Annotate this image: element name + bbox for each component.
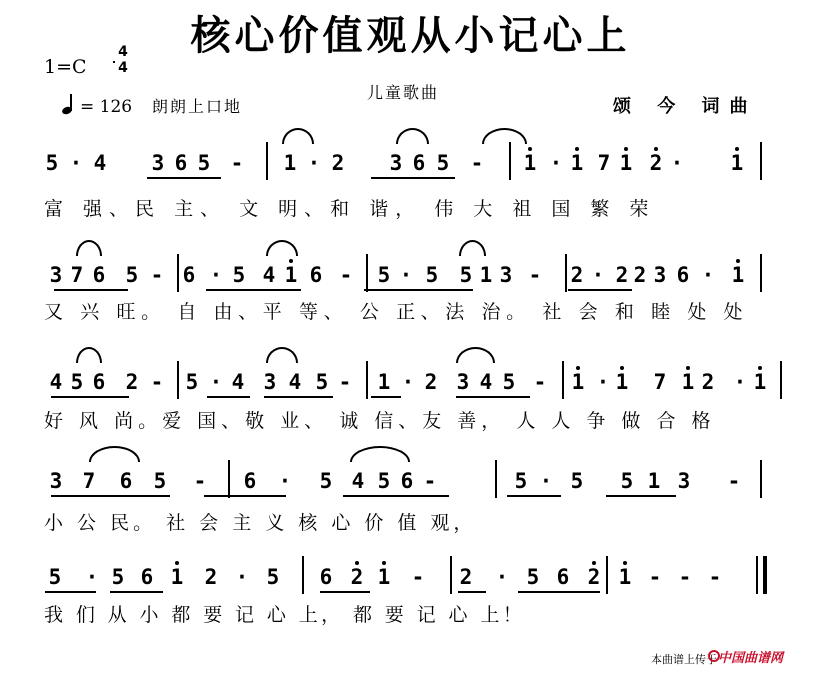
note: 5 xyxy=(570,469,584,493)
note: 3 xyxy=(49,469,63,493)
barline xyxy=(760,460,762,498)
note: 1 xyxy=(566,150,588,176)
eighth-underline xyxy=(147,177,221,179)
barline xyxy=(495,460,497,498)
note: 5 xyxy=(377,469,391,493)
note: 5 xyxy=(526,565,540,589)
eighth-underline xyxy=(343,495,449,497)
sustain-dash: - xyxy=(528,263,542,287)
barline xyxy=(177,361,179,399)
slur xyxy=(76,240,102,256)
note: 4 xyxy=(231,370,245,394)
note: 5 xyxy=(70,370,84,394)
lyrics-line: 小 公 民。 社 会 主 义 核 心 价 值 观， xyxy=(44,512,477,534)
note: 5 xyxy=(48,565,62,589)
sustain-dash: - xyxy=(338,370,352,394)
note: 6 xyxy=(92,263,106,287)
eighth-underline xyxy=(204,495,286,497)
note: 6 xyxy=(319,565,333,589)
sustain-dash: - xyxy=(339,263,353,287)
note: 5 xyxy=(45,151,59,175)
eighth-underline xyxy=(320,591,370,593)
tempo-marking xyxy=(62,94,132,117)
note: 5 xyxy=(232,263,246,287)
eighth-underline xyxy=(264,396,333,398)
key-signature: 1=C xyxy=(44,56,87,78)
barline xyxy=(760,254,762,292)
eighth-underline xyxy=(207,396,250,398)
barline xyxy=(366,254,368,292)
note: 1 xyxy=(727,262,749,288)
dotted-rhythm: · xyxy=(235,565,249,589)
dotted-rhythm: · xyxy=(85,565,99,589)
dotted-rhythm: · xyxy=(399,263,413,287)
dotted-rhythm: · xyxy=(539,469,553,493)
octave-dot xyxy=(686,366,690,370)
note: 1 xyxy=(677,369,699,395)
note: 2 xyxy=(701,370,715,394)
page-title: 核心价值观从小记心上 xyxy=(190,13,631,59)
note: 6 xyxy=(243,469,257,493)
slur xyxy=(396,128,429,144)
octave-dot xyxy=(175,561,179,565)
note: 6 xyxy=(676,263,690,287)
octave-dot xyxy=(623,561,627,565)
note: 2 xyxy=(459,565,473,589)
sustain-dash: - xyxy=(150,370,164,394)
note: 1 xyxy=(377,370,391,394)
note: 4 xyxy=(351,469,365,493)
note: 1 xyxy=(166,564,188,590)
note: 2 xyxy=(346,564,368,590)
lyrics-line: 又 兴 旺。 自 由、平 等、 公 正、法 治。 社 会 和 睦 处 处 xyxy=(44,301,749,323)
dotted-rhythm: · xyxy=(495,565,509,589)
eighth-underline xyxy=(371,177,455,179)
note: 3 xyxy=(389,151,403,175)
eighth-underline xyxy=(110,591,163,593)
sustain-dash: - xyxy=(533,370,547,394)
dotted-rhythm: · xyxy=(549,151,563,175)
barline xyxy=(760,142,762,180)
score-row xyxy=(0,468,821,508)
tempo-value: = 126 xyxy=(80,97,133,117)
note: 6 xyxy=(174,151,188,175)
note: 3 xyxy=(151,151,165,175)
octave-dot xyxy=(576,366,580,370)
barline xyxy=(366,361,368,399)
note: 6 xyxy=(119,469,133,493)
note: 3 xyxy=(653,263,667,287)
note: 5 xyxy=(153,469,167,493)
eighth-underline xyxy=(51,495,170,497)
note: 2 xyxy=(331,151,345,175)
score-row xyxy=(0,262,821,302)
sustain-dash: - xyxy=(230,151,244,175)
note: 6 xyxy=(182,263,196,287)
quarter-note-icon xyxy=(62,94,74,114)
octave-dot xyxy=(624,147,628,151)
note: 7 xyxy=(653,370,667,394)
note: 4 xyxy=(479,370,493,394)
note: 6 xyxy=(309,263,323,287)
note: 5 xyxy=(315,370,329,394)
eighth-underline xyxy=(364,289,473,291)
note: 5 xyxy=(266,565,280,589)
note: 6 xyxy=(400,469,414,493)
footer-text: 本曲谱上传于 xyxy=(651,653,717,666)
note: 7 xyxy=(82,469,96,493)
lyrics-line: 好 风 尚。爱 国、敬 业、 诚 信、友 善， 人 人 争 做 合 格 xyxy=(44,410,716,432)
dotted-rhythm: · xyxy=(596,370,610,394)
lyrics-line: 我 们 从 小 都 要 记 心 上， 都 要 记 心 上！ xyxy=(44,604,526,626)
note: 1 xyxy=(611,369,633,395)
sustain-dash: - xyxy=(150,263,164,287)
note: 5 xyxy=(185,370,199,394)
sustain-dash: - xyxy=(193,469,207,493)
eighth-underline xyxy=(568,289,632,291)
slur xyxy=(89,446,140,462)
eighth-underline xyxy=(51,396,129,398)
note: 2 xyxy=(204,565,218,589)
note: 2 xyxy=(645,150,667,176)
note: 7 xyxy=(597,151,611,175)
slur xyxy=(350,446,410,462)
eighth-underline xyxy=(458,591,486,593)
note: 4 xyxy=(288,370,302,394)
sustain-dash: - xyxy=(727,469,741,493)
dotted-rhythm: · xyxy=(278,469,292,493)
dotted-rhythm: · xyxy=(209,370,223,394)
note: 2 xyxy=(583,564,605,590)
dotted-rhythm: · xyxy=(670,151,684,175)
lyrics-line: 富 强、民 主、 文 明、和 谐， 伟 大 祖 国 繁 荣 xyxy=(44,198,656,220)
site-logo: 中国曲谱网 xyxy=(718,651,784,666)
octave-dot xyxy=(758,366,762,370)
note: 4 xyxy=(49,370,63,394)
barline xyxy=(266,142,268,180)
note: 6 xyxy=(556,565,570,589)
score-row xyxy=(0,150,821,190)
note: 4 xyxy=(93,151,107,175)
note: 2 xyxy=(633,263,647,287)
final-barline xyxy=(763,556,767,594)
note: 7 xyxy=(70,263,84,287)
octave-dot xyxy=(575,147,579,151)
note: 5 xyxy=(436,151,450,175)
genre-label: 儿童歌曲 xyxy=(367,83,440,102)
note: 1 xyxy=(614,564,636,590)
eighth-underline xyxy=(371,396,401,398)
eighth-underline xyxy=(45,591,96,593)
barline xyxy=(780,361,782,399)
octave-dot xyxy=(736,259,740,263)
note: 1 xyxy=(373,564,395,590)
barline xyxy=(562,361,564,399)
note: 2 xyxy=(570,263,584,287)
note: 1 xyxy=(647,469,661,493)
eighth-underline xyxy=(456,396,530,398)
note: 5 xyxy=(319,469,333,493)
eighth-underline xyxy=(507,495,561,497)
slur xyxy=(266,347,298,363)
note: 5 xyxy=(425,263,439,287)
dotted-rhythm: · xyxy=(209,263,223,287)
barline xyxy=(606,556,608,594)
dotted-rhythm: · xyxy=(401,370,415,394)
note: 5 xyxy=(502,370,516,394)
sustain-dash: - xyxy=(423,469,437,493)
final-barline-thin xyxy=(756,556,758,594)
expression-marking: 朗朗上口地 xyxy=(152,97,243,116)
time-signature xyxy=(113,44,133,76)
octave-dot xyxy=(355,561,359,565)
slur xyxy=(282,128,314,144)
sustain-dash: - xyxy=(411,565,425,589)
note: 4 xyxy=(262,263,276,287)
note: 1 xyxy=(280,262,302,288)
note: 6 xyxy=(140,565,154,589)
note: 5 xyxy=(459,263,473,287)
sustain-dash: - xyxy=(470,151,484,175)
octave-dot xyxy=(382,561,386,565)
note: 1 xyxy=(519,150,541,176)
time-sig-divider xyxy=(113,61,115,63)
eighth-underline xyxy=(206,289,301,291)
note: 3 xyxy=(49,263,63,287)
time-sig-bottom: 4 xyxy=(118,60,128,76)
note: 5 xyxy=(620,469,634,493)
dotted-rhythm: · xyxy=(69,151,83,175)
barline xyxy=(228,460,230,498)
note: 1 xyxy=(283,151,297,175)
octave-dot xyxy=(735,147,739,151)
note: 5 xyxy=(514,469,528,493)
sustain-dash: - xyxy=(678,565,692,589)
barline xyxy=(450,556,452,594)
sustain-dash: - xyxy=(648,565,662,589)
octave-dot xyxy=(289,259,293,263)
eighth-underline xyxy=(606,495,676,497)
octave-dot xyxy=(528,147,532,151)
slur xyxy=(266,240,298,256)
dotted-rhythm: · xyxy=(701,263,715,287)
dotted-rhythm: · xyxy=(591,263,605,287)
note: 5 xyxy=(125,263,139,287)
note: 6 xyxy=(92,370,106,394)
note: 3 xyxy=(677,469,691,493)
dotted-rhythm: · xyxy=(733,370,747,394)
note: 1 xyxy=(479,263,493,287)
eighth-underline xyxy=(54,289,128,291)
slur xyxy=(482,128,527,144)
note: 5 xyxy=(111,565,125,589)
score-row xyxy=(0,564,821,604)
octave-dot xyxy=(654,147,658,151)
slur xyxy=(459,240,486,256)
barline xyxy=(302,556,304,594)
octave-dot xyxy=(592,561,596,565)
score-row xyxy=(0,369,821,409)
octave-dot xyxy=(620,366,624,370)
note: 2 xyxy=(125,370,139,394)
note: 1 xyxy=(726,150,748,176)
eighth-underline xyxy=(518,591,600,593)
credit-label: 颂 今 词曲 xyxy=(613,96,758,117)
note: 1 xyxy=(567,369,589,395)
note: 5 xyxy=(377,263,391,287)
time-sig-top: 4 xyxy=(118,44,128,60)
note: 1 xyxy=(749,369,771,395)
note: 6 xyxy=(412,151,426,175)
note: 3 xyxy=(499,263,513,287)
note: 3 xyxy=(456,370,470,394)
note: 2 xyxy=(615,263,629,287)
note: 5 xyxy=(197,151,211,175)
note: 3 xyxy=(263,370,277,394)
slur xyxy=(76,347,102,363)
dotted-rhythm: · xyxy=(307,151,321,175)
note: 1 xyxy=(615,150,637,176)
slur xyxy=(456,347,495,363)
note: 2 xyxy=(424,370,438,394)
sustain-dash: - xyxy=(708,565,722,589)
barline xyxy=(509,142,511,180)
